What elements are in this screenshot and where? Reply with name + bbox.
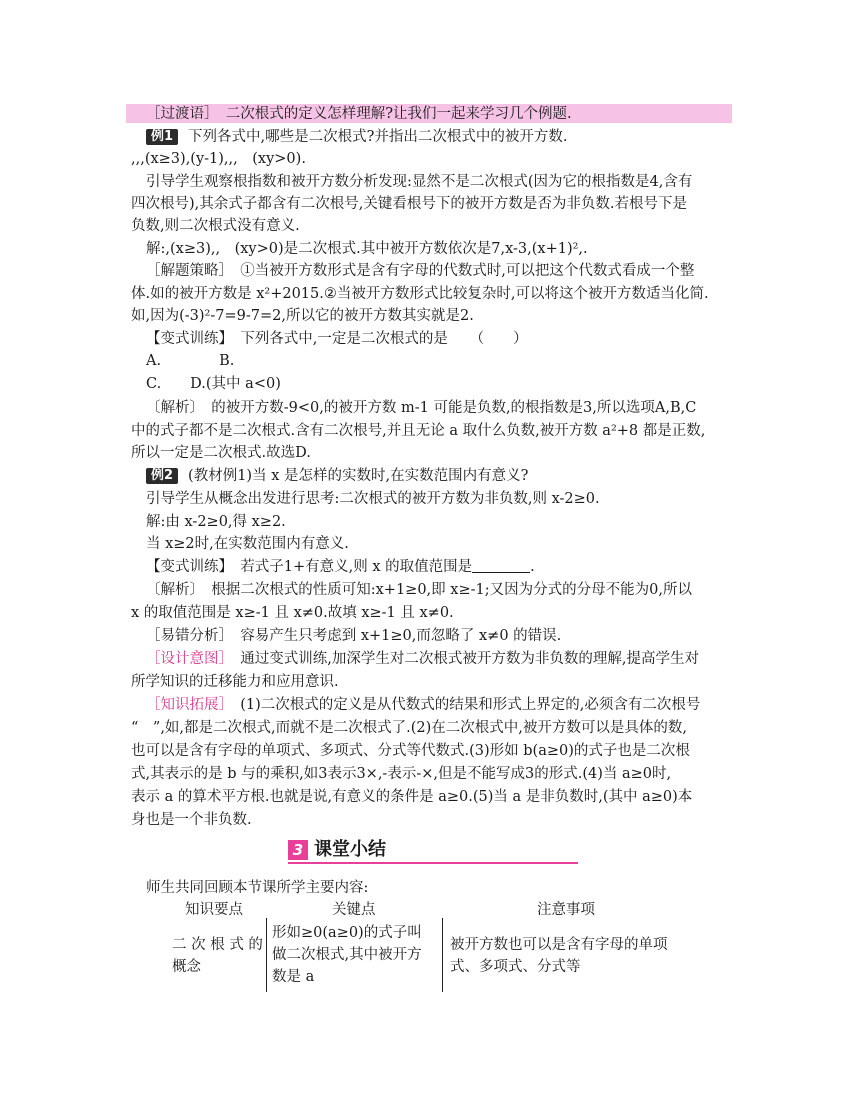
strategy-line2: 体.如的被开方数是 x²+2015.②当被开方数形式比较复杂时,可以将这个被开方数适当化简. [131, 286, 709, 302]
example-1-guide-line3: 负数,则二次根式没有意义. [131, 218, 300, 234]
design-intent-line1: ［设计意图］ 通过变式训练,加深学生对二次根式被开方数为非负数的理解,提高学生对 [146, 651, 699, 667]
table-divider-2 [442, 918, 443, 992]
example-2-badge: 例2 [146, 468, 178, 484]
section-header [288, 838, 578, 864]
strategy-line3: 如,因为(-3)²-7=9-7=2,所以它的被开方数其实就是2. [131, 308, 474, 324]
table-header-knowledge: 知识要点 [185, 902, 243, 918]
analysis-2-line1: 〔解析〕 根据二次根式的性质可知:x+1≥0,即 x≥-1;又因为分式的分母不能为0,所以 [146, 582, 692, 598]
design-intent-line2: 所学知识的迁移能力和应用意识. [131, 674, 339, 690]
knowledge-ext-line5: 表示 a 的算术平方根.也就是说,有意义的条件是 a≥0.(5)当 a 是非负数时,(其中 a≥0)本 [131, 789, 693, 805]
table-cell-key-2: 做二次根式,其中被开方 [272, 947, 422, 963]
analysis-1-line2: 中的式子都不是二次根式.含有二次根号,并且无论 a 取什么负数,被开方数 a²+8 都是正数, [131, 423, 706, 439]
analysis-1-line1: 〔解析〕 的被开方数-9<0,的被开方数 m-1 可能是负数,的根指数是3,所以选项A,B,C [146, 400, 697, 416]
section-underline [288, 862, 578, 864]
error-analysis: ［易错分析］ 容易产生只考虑到 x+1≥0,而忽略了 x≠0 的错误. [146, 628, 562, 644]
section-number: 3 [288, 840, 308, 860]
analysis-2-line2: x 的取值范围是 x≥-1 且 x≠0.故填 x≥-1 且 x≠0. [131, 605, 454, 621]
table-cell-key-3: 数是 a [272, 969, 315, 985]
table-cell-notes-2: 式、多项式、分式等 [450, 959, 581, 975]
example-1-items: ,,,(x≥3),(y-1),,, (xy>0). [131, 151, 306, 167]
example-1-guide-line2: 四次根号),其余式子都含有二次根号,关键看根号下的被开方数是否为非负数.若根号下是 [131, 196, 687, 212]
example-1-question: 例1 下列各式中,哪些是二次根式?并指出二次根式中的被开方数. [146, 126, 568, 148]
analysis-1-line3: 所以一定是二次根式.故选D. [131, 445, 311, 461]
variant-1-options-cd: C. D.(其中 a<0) [146, 376, 281, 392]
example-1-badge: 例1 [146, 129, 178, 145]
variant-1-options-ab: A. B. [146, 353, 235, 369]
table-cell-notes-1: 被开方数也可以是含有字母的单项 [450, 937, 668, 953]
knowledge-ext-line4: 式,其表示的是 b 与的乘积,如3表示3×,-表示-×,但是不能写成3的形式.(4)当 a≥0时, [131, 766, 672, 782]
example-2-question: 例2 (教材例1)当 x 是怎样的实数时,在实数范围内有意义? [146, 465, 528, 487]
table-cell-concept-1: 二 次 根 式 的 [172, 937, 263, 953]
transition-text: ［过渡语］ 二次根式的定义怎样理解?让我们一起来学习几个例题. [146, 106, 572, 122]
table-divider-1 [266, 918, 267, 992]
knowledge-ext-line3: 也可以是含有字母的单项式、多项式、分式等代数式.(3)形如 b(a≥0)的式子也是二次根 [131, 743, 690, 759]
example-1-guide-line1: 引导学生观察根指数和被开方数分析发现:显然不是二次根式(因为它的根指数是4,含有 [146, 174, 693, 190]
variant-2-question: 【变式训练】 若式子1+有意义,则 x 的取值范围是 . [146, 559, 535, 575]
section-title: 课堂小结 [314, 839, 386, 860]
example-1-solution: 解:,(x≥3),, (xy>0)是二次根式.其中被开方数依次是7,x-3,(x+1)²,. [146, 241, 588, 257]
answer-blank [472, 558, 530, 573]
knowledge-ext-label: ［知识拓展］ [146, 697, 226, 713]
example-2-answer: 当 x≥2时,在实数范围内有意义. [146, 536, 349, 552]
example-2-solution: 解:由 x-2≥0,得 x≥2. [146, 514, 286, 530]
summary-intro: 师生共同回顾本节课所学主要内容: [146, 880, 369, 896]
table-cell-concept-2: 概念 [172, 959, 201, 975]
example-2-guide: 引导学生从概念出发进行思考:二次根式的被开方数为非负数,则 x-2≥0. [146, 491, 600, 507]
table-header-key: 关键点 [332, 902, 376, 918]
design-intent-label: ［设计意图］ [146, 651, 226, 667]
knowledge-ext-line2: “ ”,如,都是二次根式,而就不是二次根式了.(2)在二次根式中,被开方数可以是具体的数, [131, 720, 688, 736]
variant-1-question: 【变式训练】 下列各式中,一定是二次根式的是 （ ） [146, 331, 528, 347]
table-cell-key-1: 形如≥0(a≥0)的式子叫 [272, 925, 422, 941]
knowledge-ext-line6: 身也是一个非负数. [131, 812, 252, 828]
strategy-line1: ［解题策略］ ①当被开方数形式是含有字母的代数式时,可以把这个代数式看成一个整 [146, 263, 695, 279]
knowledge-ext-line1: ［知识拓展］ (1)二次根式的定义是从代数式的结果和形式上界定的,必须含有二次根号 [146, 697, 701, 713]
table-header-notes: 注意事项 [537, 902, 595, 918]
